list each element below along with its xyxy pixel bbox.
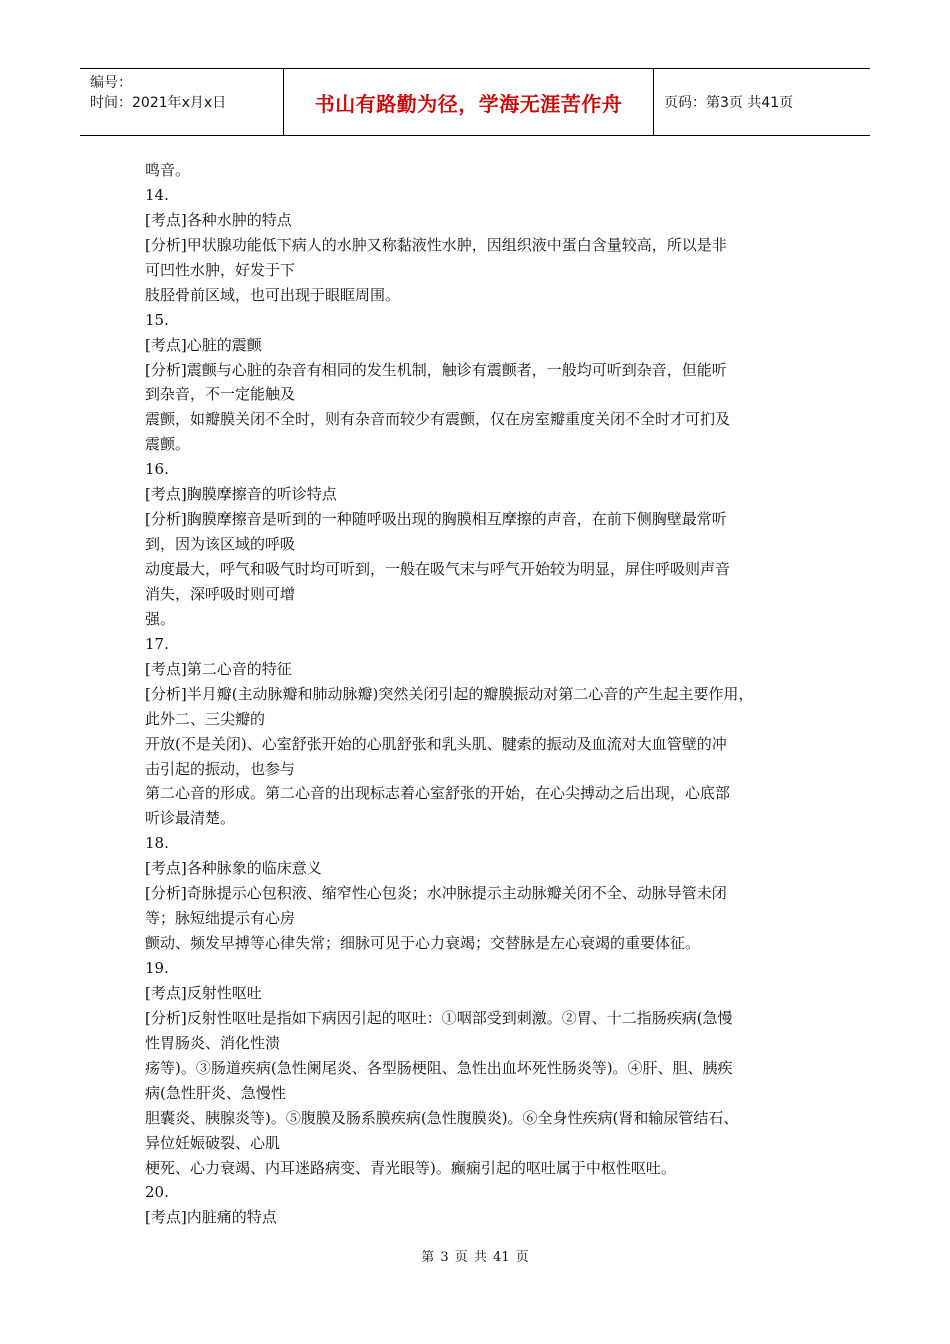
text-line: [分析]震颤与心脏的杂音有相同的发生机制，触诊有震颤者，一般均可听到杂音，但能听 — [145, 360, 727, 379]
text-line: 震颤。 — [145, 435, 191, 454]
text-line: 动度最大，呼气和吸气时均可听到，一般在吸气末与呼气开始较为明显，屏住呼吸则声音 — [145, 560, 731, 578]
text-line: [考点]各种水肿的特点 — [145, 210, 292, 229]
header-meta — [80, 69, 283, 135]
text-line: 20. — [145, 1183, 169, 1202]
text-line: 鸣音。 — [145, 161, 191, 179]
document-body — [145, 158, 813, 1230]
text-line: 到杂音，不一定能触及 — [145, 385, 296, 404]
text-line: 等；脉短绌提示有心房 — [145, 909, 296, 928]
text-line: 开放(不是关闭)、心室舒张开始的心肌舒张和乳头肌、腱索的振动及血流对大血管壁的冲 — [145, 734, 727, 753]
text-line: [考点]各种脉象的临床意义 — [145, 859, 322, 878]
text-line: [考点]心脏的震颤 — [145, 335, 262, 354]
text-line: 肢胫骨前区域，也可出现于眼眶周围。 — [145, 285, 401, 304]
text-line: 消失，深呼吸时则可增 — [145, 584, 296, 603]
text-line: [考点]胸膜摩擦音的听诊特点 — [145, 485, 337, 504]
text-line: 听诊最清楚。 — [145, 809, 236, 828]
text-line: 17. — [145, 634, 169, 653]
header-page-info: 页码：第3页 共41页 — [664, 95, 794, 111]
text-line: [分析]半月瓣(主动脉瓣和肺动脉瓣)突然关闭引起的瓣膜振动对第二心音的产生起主要作用， — [145, 684, 754, 703]
text-line: 此外二、三尖瓣的 — [145, 709, 266, 728]
text-line: 胆囊炎、胰腺炎等)。⑤腹膜及肠系膜疾病(急性腹膜炎)。⑥全身性疾病(肾和输尿管结石、 — [145, 1108, 739, 1127]
page-footer: 第 3 页 共 41 页 — [421, 1250, 529, 1265]
text-line: 第二心音的形成。第二心音的出现标志着心室舒张的开始，在心尖搏动之后出现，心底部 — [145, 784, 731, 803]
text-line: 颤动、频发早搏等心律失常；细脉可见于心力衰竭；交替脉是左心衰竭的重要体征。 — [145, 934, 701, 953]
text-line: 到，因为该区域的呼吸 — [145, 535, 296, 554]
text-line: [考点]反射性呕吐 — [145, 983, 262, 1002]
text-line: 梗死、心力衰竭、内耳迷路病变、青光眼等)。癫痫引起的呕吐属于中枢性呕吐。 — [145, 1158, 676, 1177]
text-line: 击引起的振动，也参与 — [145, 759, 296, 778]
text-line: [分析]奇脉提示心包积液、缩窄性心包炎；水冲脉提示主动脉瓣关闭不全、动脉导管未闭 — [145, 884, 727, 903]
text-line: [分析]胸膜摩擦音是听到的一种随呼吸出现的胸膜相互摩擦的声音，在前下侧胸壁最常听 — [145, 510, 727, 529]
page-header — [80, 68, 870, 136]
document-number-label: 编号： — [90, 75, 132, 91]
text-line: 16. — [145, 460, 169, 479]
text-line: 18. — [145, 834, 169, 853]
text-line: 可凹性水肿，好发于下 — [145, 260, 296, 279]
text-line: [分析]甲状腺功能低下病人的水肿又称黏液性水肿，因组织液中蛋白含量较高，所以是非 — [145, 235, 727, 254]
text-line: 性胃肠炎、消化性溃 — [145, 1033, 281, 1052]
text-line: [考点]内脏痛的特点 — [145, 1208, 277, 1227]
text-line: 震颤，如瓣膜关闭不全时，则有杂音而较少有震颤，仅在房室瓣重度关闭不全时才可扪及 — [145, 410, 731, 429]
text-line: 15. — [145, 310, 169, 329]
text-line: 强。 — [145, 609, 176, 628]
text-line: [分析]反射性呕吐是指如下病因引起的呕吐：①咽部受到刺激。②胃、十二指肠疾病(急慢 — [145, 1008, 733, 1027]
text-line: 病(急性肝炎、急慢性 — [145, 1083, 286, 1102]
text-line: [考点]第二心音的特征 — [145, 659, 292, 678]
text-line: 疡等)。③肠道疾病(急性阑尾炎、各型肠梗阻、急性出血坏死性肠炎等)。④肝、胆、胰疾 — [145, 1058, 733, 1077]
header-motto: 书山有路勤为径，学海无涯苦作舟 — [283, 69, 654, 135]
document-date: 时间：2021年x月x日 — [90, 95, 227, 111]
text-line: 19. — [145, 959, 169, 977]
text-line: 14. — [145, 185, 169, 204]
text-line: 异位妊娠破裂、心肌 — [145, 1133, 281, 1152]
